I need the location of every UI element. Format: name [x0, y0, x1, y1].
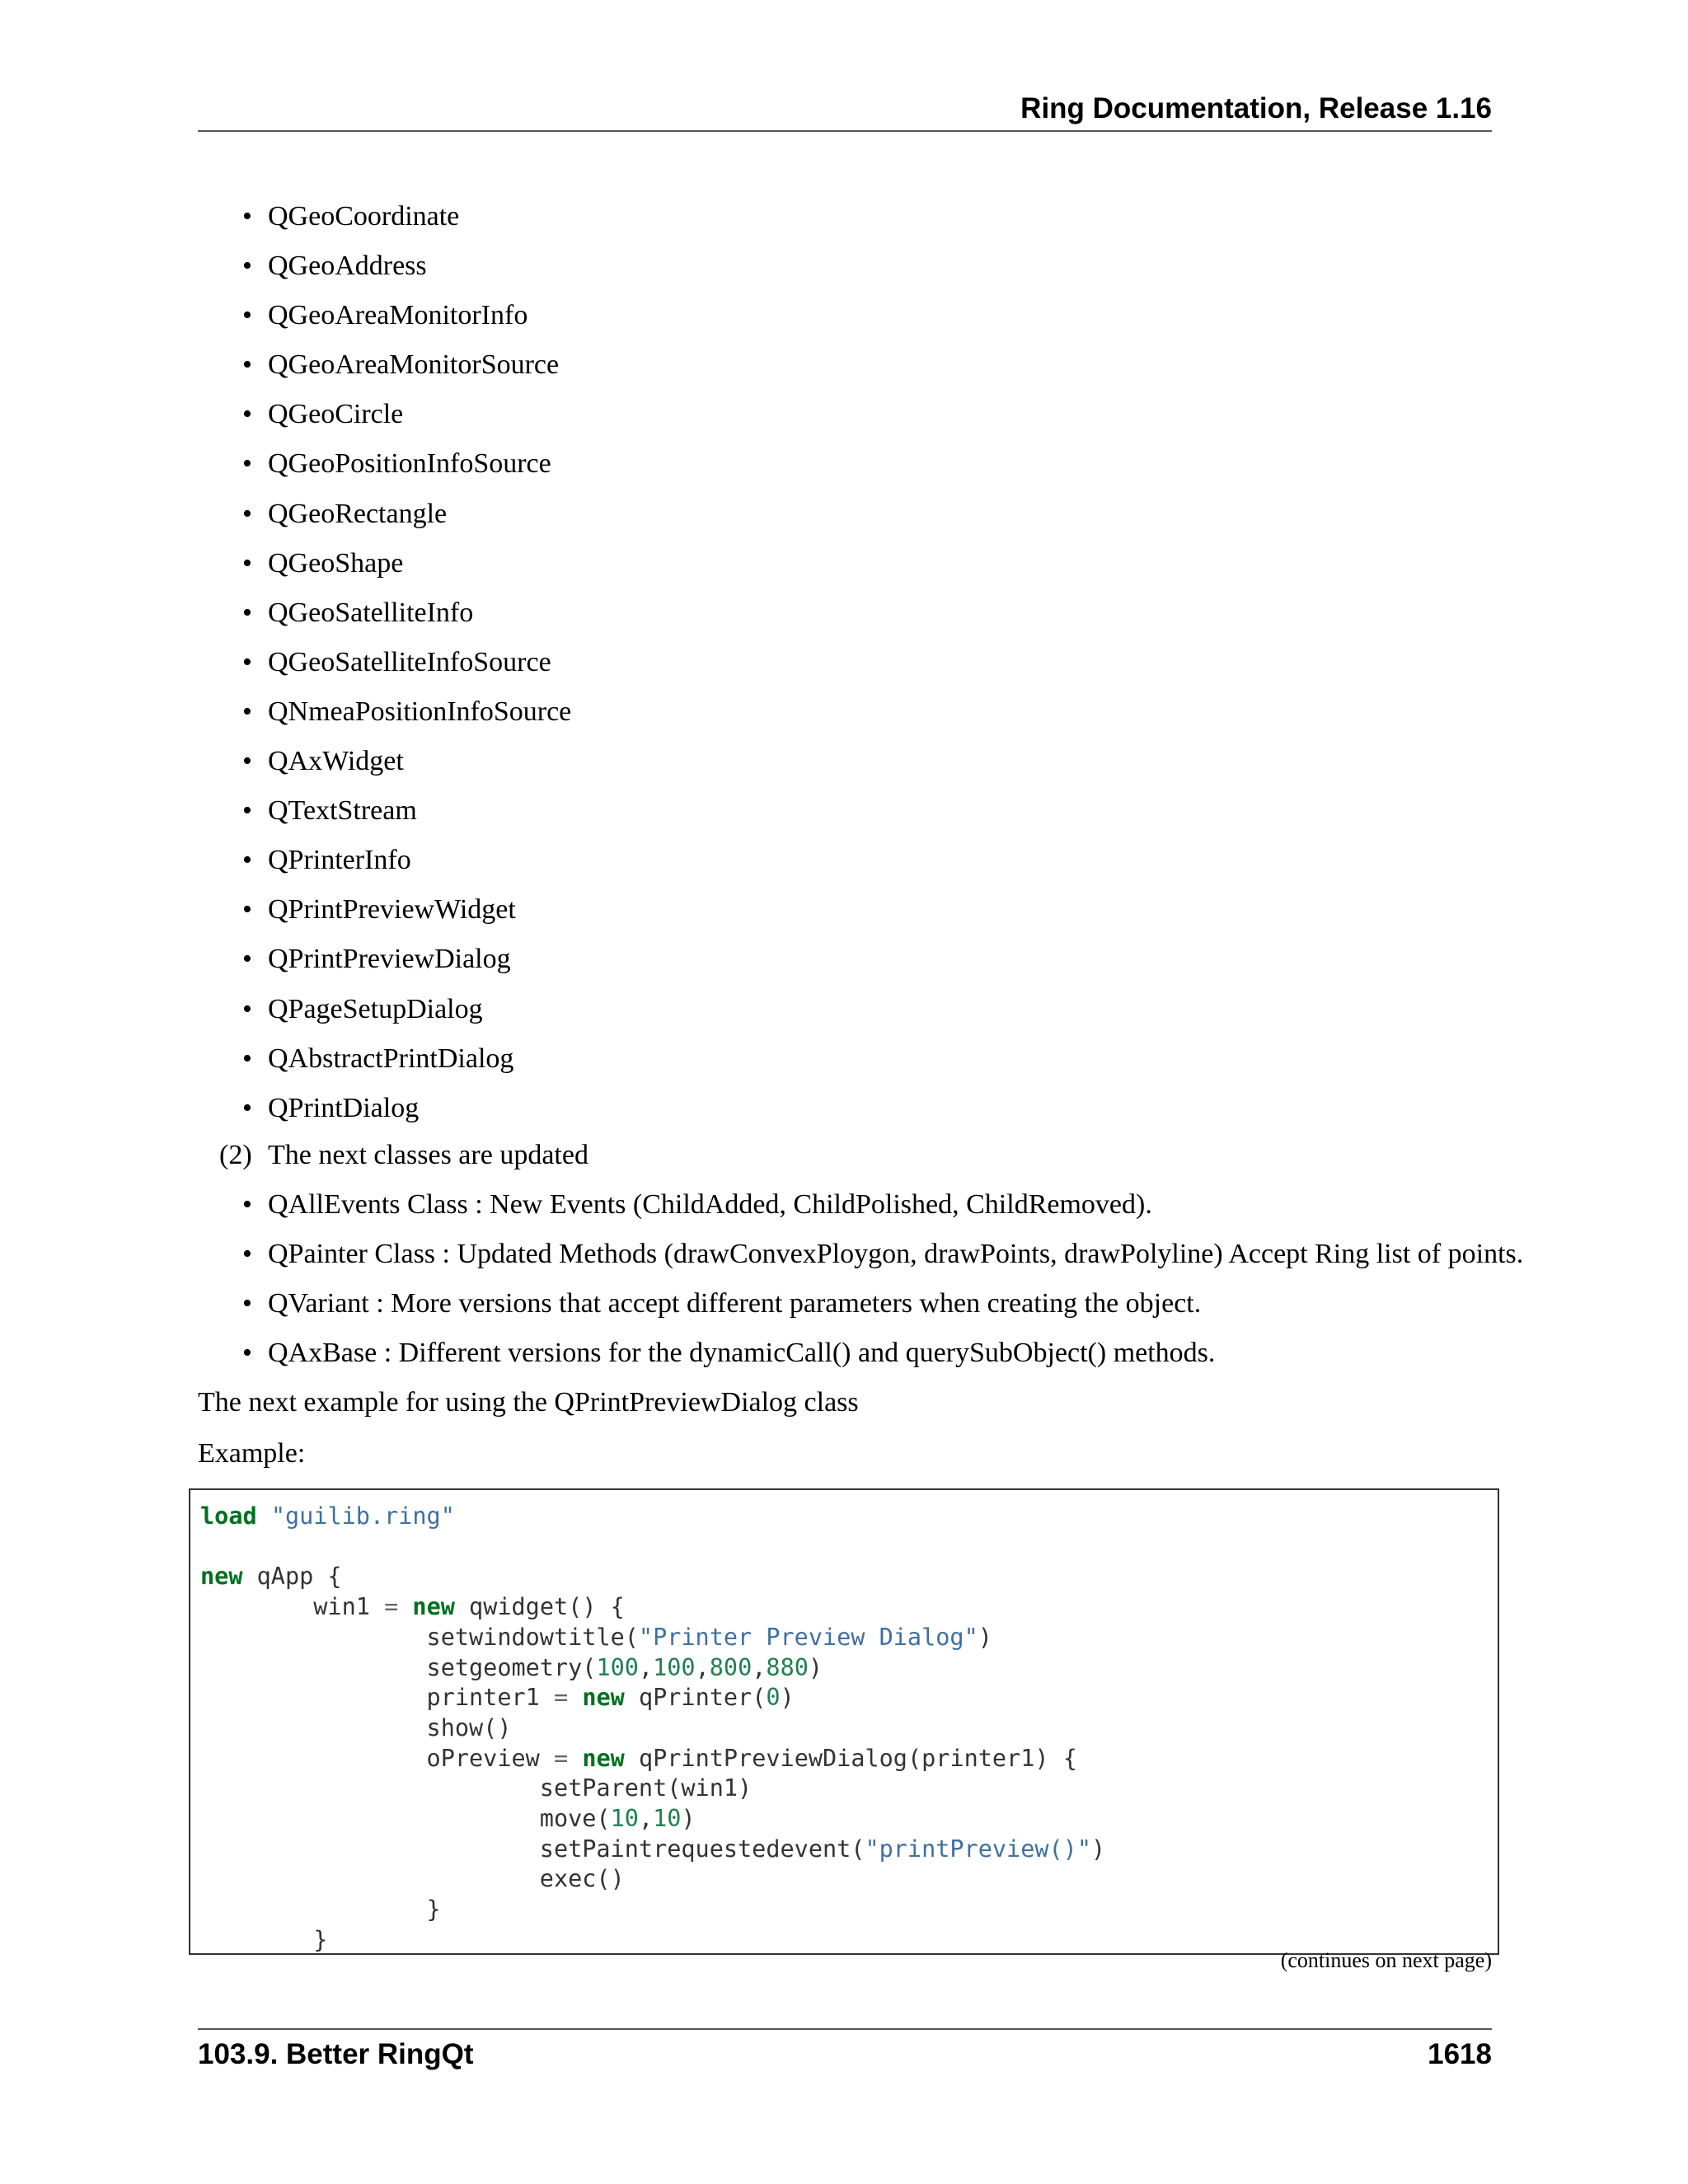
document-title: Ring Documentation, Release 1.16 [1020, 92, 1492, 124]
list-item: • QPrintDialog [198, 1086, 571, 1136]
code-listing: load "guilib.ring" new qApp { win1 = new qwidget() { setwindowtitle("Printer Preview Dialog") setgeometry(100,100,800,880) printer1 = new qPrinter(0) show() oPreview = new qPrintPreviewDialog(printer1) { setParent(win1) move(10,10) setPaintrequestedevent("printPreview()") exec() } } [200, 1502, 1106, 1953]
updated-classes-list [198, 1183, 1523, 1380]
list-item: • QGeoPositionInfoSource [198, 442, 571, 491]
list-item: • QGeoRectangle [198, 492, 571, 541]
list-item: • QPrintPreviewDialog [198, 937, 571, 987]
example-label: Example: [198, 1438, 306, 1469]
list-item: • QAllEvents Class : New Events (ChildAdded, ChildPolished, ChildRemoved). [198, 1183, 1523, 1232]
footer-section: 103.9. Better RingQt [198, 2038, 474, 2070]
list-item: • QPageSetupDialog [198, 987, 571, 1037]
intro-paragraph: The next example for using the QPrintPreviewDialog class [198, 1387, 859, 1418]
code-block [189, 1488, 1499, 1955]
list-item: • QPainter Class : Updated Methods (drawConvexPloygon, drawPoints, drawPolyline) Accept Ring list of points. [198, 1232, 1523, 1282]
list-item: • QAbstractPrintDialog [198, 1037, 571, 1086]
list-item: • QAxWidget [198, 739, 571, 789]
list-item: • QGeoAreaMonitorInfo [198, 293, 571, 343]
continues-note: (continues on next page) [1280, 1948, 1492, 1972]
numbered-item [219, 1133, 588, 1183]
new-classes-list [198, 194, 571, 1136]
list-item: • QGeoAddress [198, 244, 571, 293]
list-item: • QGeoSatelliteInfoSource [198, 640, 571, 690]
list-item: • QTextStream [198, 789, 571, 838]
page-footer [198, 2028, 1492, 2079]
list-item: • QNmeaPositionInfoSource [198, 690, 571, 739]
item-number: (2) [219, 1140, 252, 1170]
list-item: • QGeoShape [198, 541, 571, 591]
page-header [198, 89, 1492, 132]
list-item: • QGeoSatelliteInfo [198, 591, 571, 640]
list-item: • QGeoAreaMonitorSource [198, 343, 571, 392]
page-number: 1618 [1428, 2038, 1492, 2070]
list-item: • QPrintPreviewWidget [198, 888, 571, 937]
item-text: The next classes are updated [268, 1140, 588, 1170]
list-item: • QGeoCircle [198, 392, 571, 442]
list-item: • QVariant : More versions that accept different parameters when creating the object. [198, 1282, 1523, 1331]
list-item: • QAxBase : Different versions for the dynamicCall() and querySubObject() methods. [198, 1331, 1523, 1380]
list-item: • QPrinterInfo [198, 838, 571, 888]
list-item: • QGeoCoordinate [198, 194, 571, 244]
